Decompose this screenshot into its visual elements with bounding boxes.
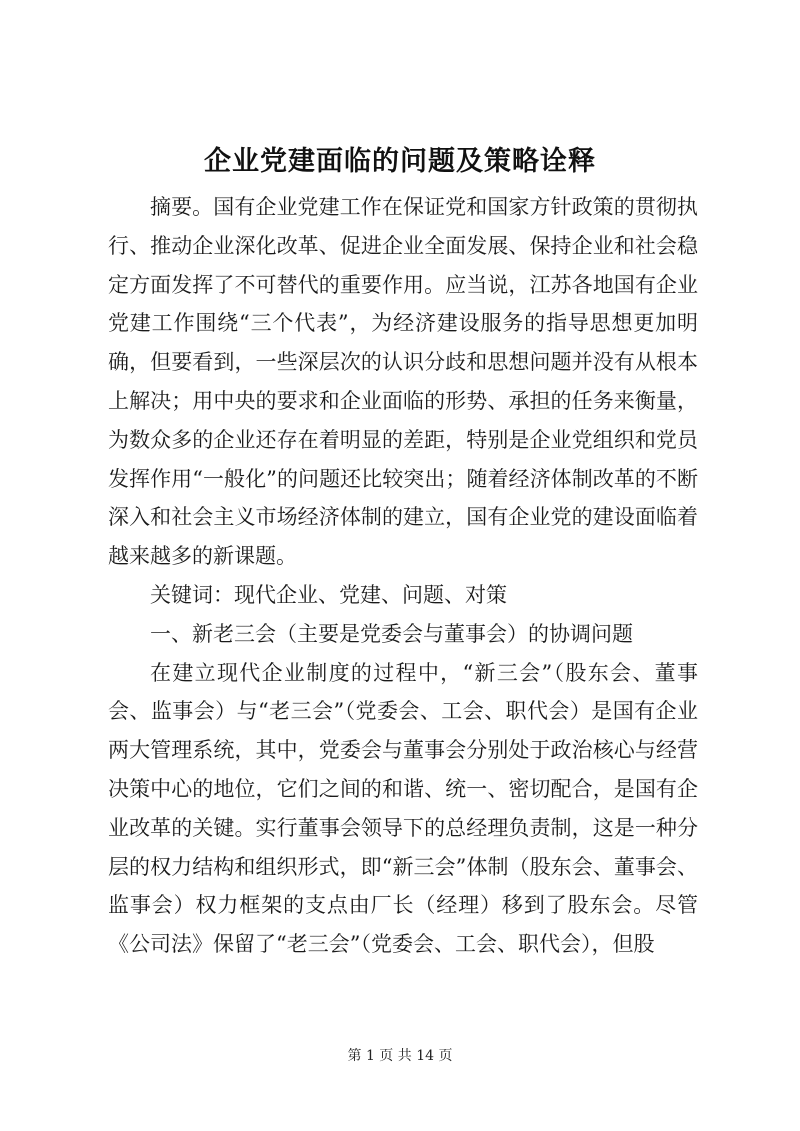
- abstract-paragraph: 摘要。国有企业党建工作在保证党和国家方针政策的贯彻执行、推动企业深化改革、促进企业全面发展、保持企业和社会稳定方面发挥了不可替代的重要作用。应当说，江苏各地国有企业党建工作围绕“三个代表”，为经济建设服务的指导思想更加明确，但要看到，一些深层次的认识分歧和思想问题并没有从根本上解决；用中央的要求和企业面临的形势、承担的任务来衡量，为数众多的企业还存在着明显的差距，特别是企业党组织和党员发挥作用“一般化”的问题还比较突出；随着经济体制改革的不断深入和社会主义市场经济体制的建立，国有企业党的建设面临着越来越多的新课题。: [108, 195, 698, 569]
- document-body: [108, 188, 698, 964]
- document-title: 企业党建面临的问题及策略诠释: [204, 146, 596, 177]
- section-heading: 一、新老三会（主要是党委会与董事会）的协调问题: [150, 621, 633, 646]
- body-paragraph: 在建立现代企业制度的过程中，“新三会”（股东会、董事会、监事会）与“老三会”（党委会、工会、职代会）是国有企业两大管理系统，其中，党委会与董事会分别处于政治核心与经营决策中心的地位，它们之间的和谐、统一、密切配合，是国有企业改革的关键。实行董事会领导下的总经理负责制，这是一种分层的权力结构和组织形式，即“新三会”体制（股东会、董事会、监事会）权力框架的支点由厂长（经理）移到了股东会。尽管《公司法》保留了“老三会”（党委会、工会、职代会），但股: [108, 660, 698, 957]
- keywords-paragraph: 关键词：现代企业、党建、问题、对策: [150, 582, 507, 607]
- page-footer: 第 1 页 共 14 页: [347, 1048, 453, 1064]
